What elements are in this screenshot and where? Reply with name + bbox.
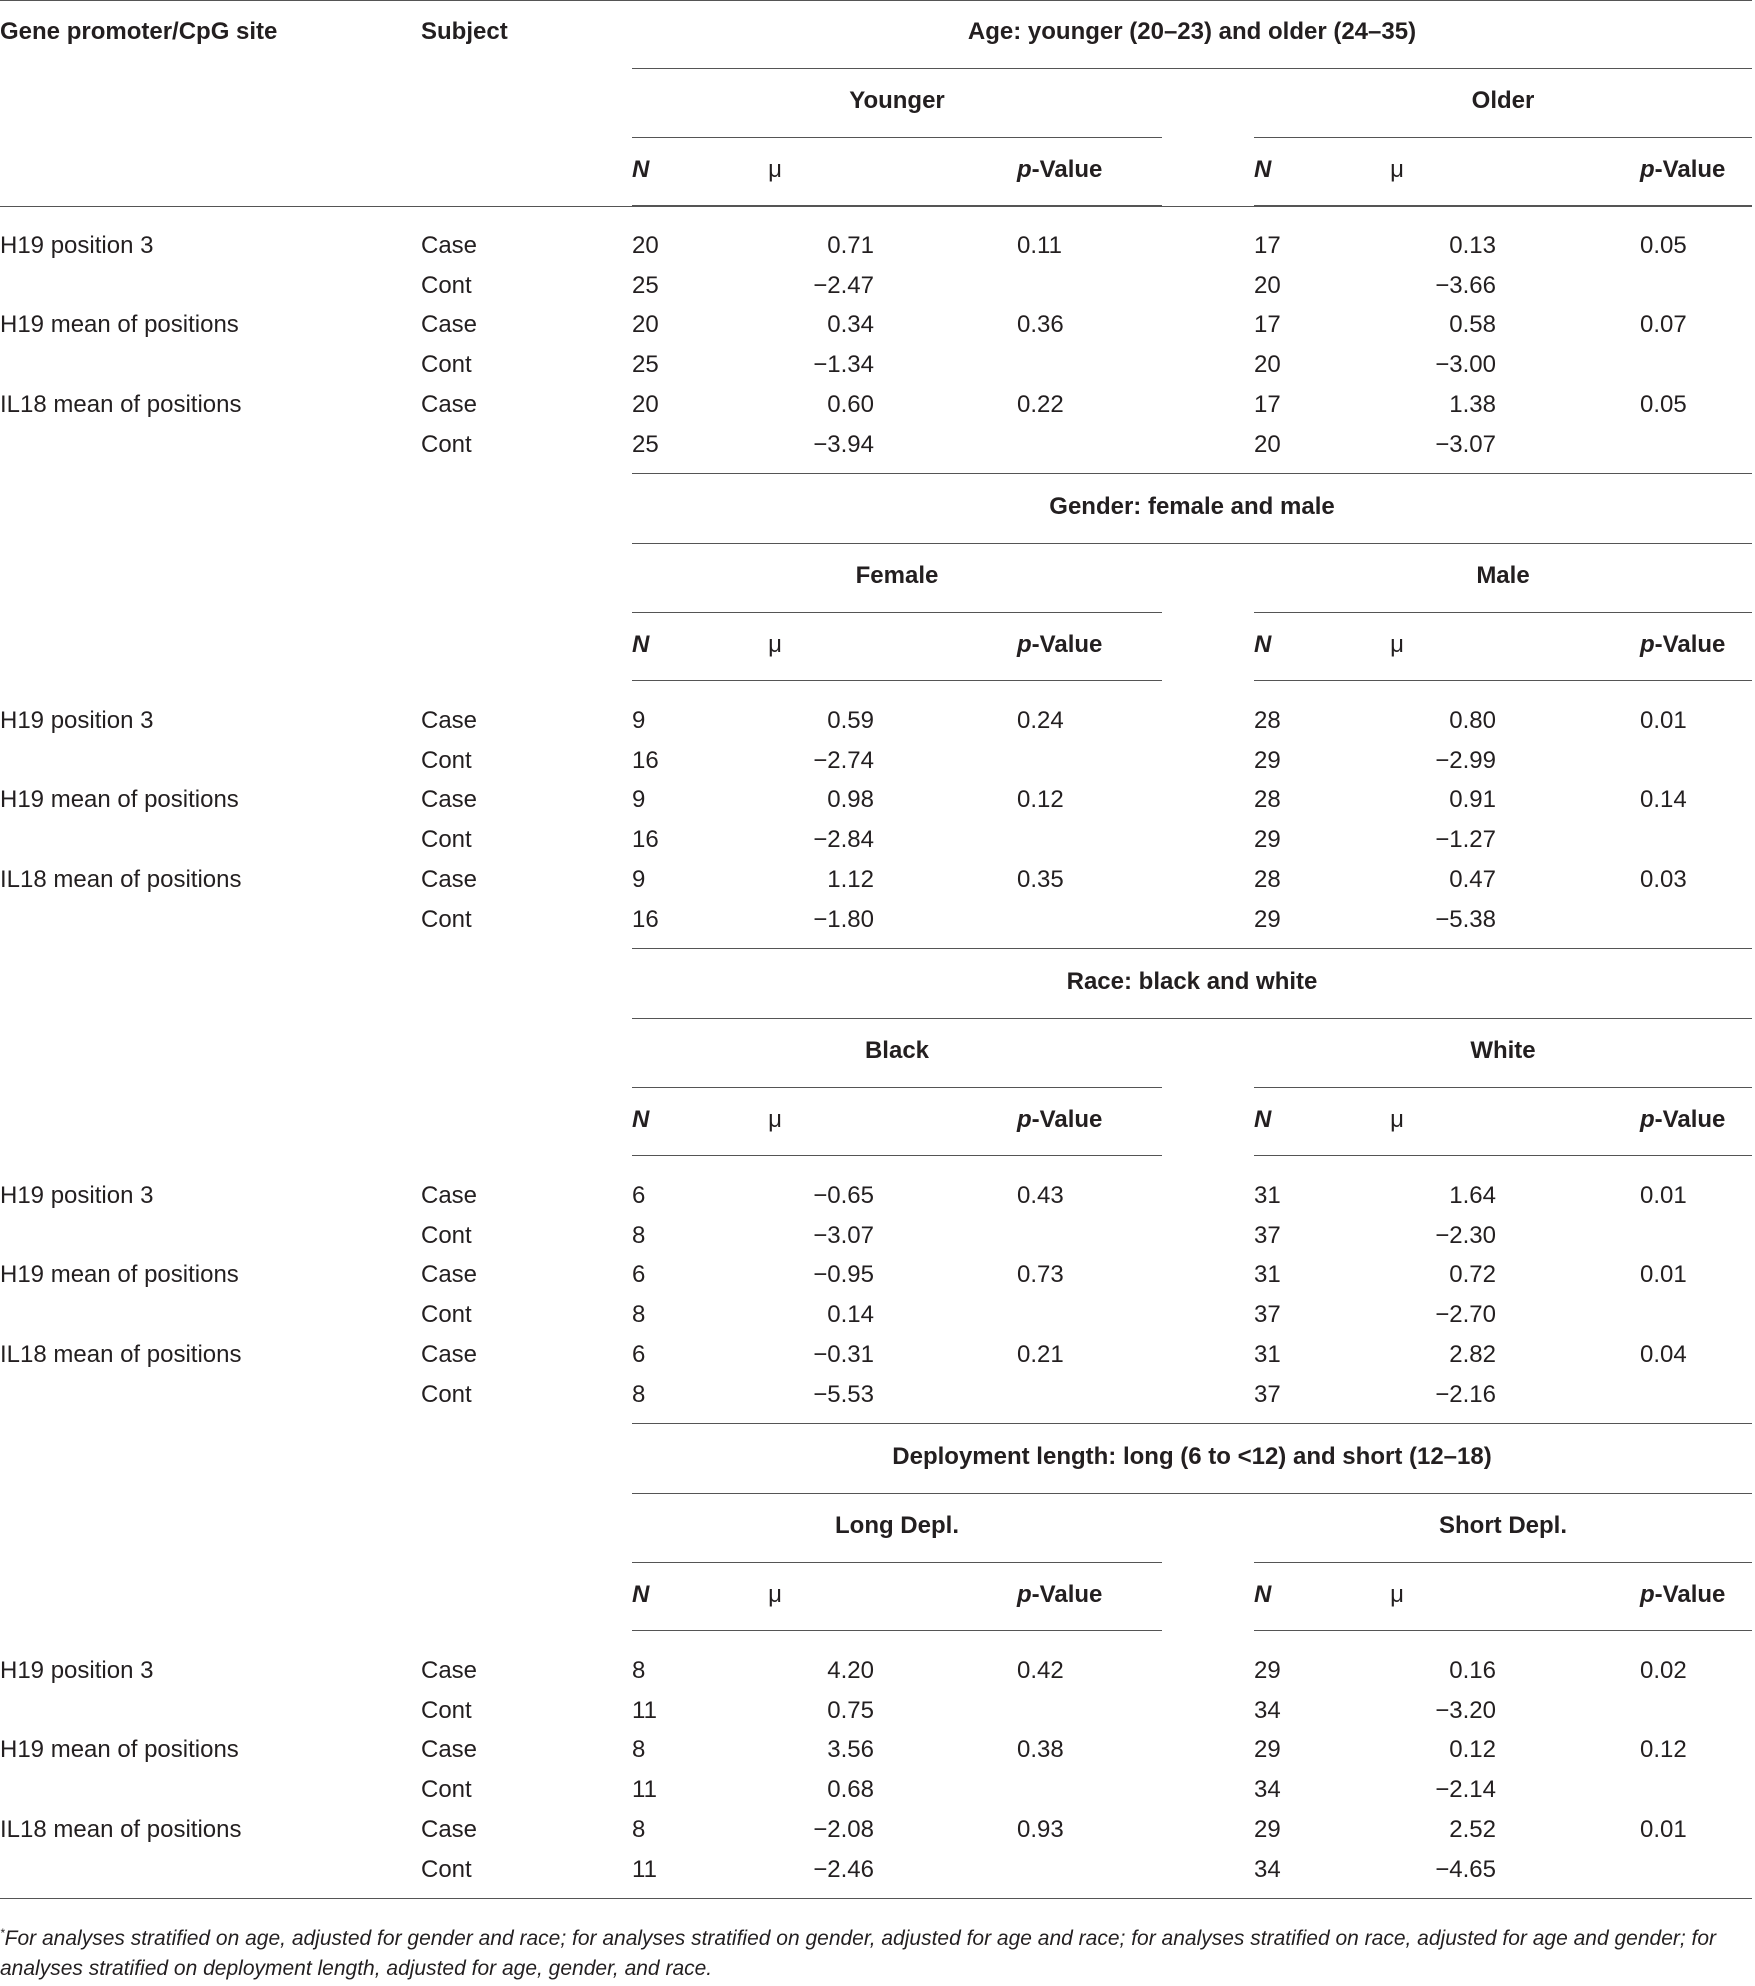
row-subject: Case — [421, 1182, 478, 1209]
p-value-header — [1017, 1100, 1102, 1140]
cell-n: 8 — [632, 1380, 646, 1408]
cell-mu: −3.66 — [1435, 271, 1496, 299]
section-title: Gender: female and male — [1049, 493, 1335, 520]
cell-n: 25 — [632, 430, 659, 458]
cell-n: 20 — [632, 311, 659, 339]
left-group-rule — [632, 1562, 1162, 1563]
left-group-rule — [632, 612, 1162, 613]
left-subheader-rule — [632, 680, 1162, 681]
row-gene-label: IL18 mean of positions — [0, 1340, 242, 1368]
cell-n: 17 — [1254, 232, 1281, 259]
cell-mu: 0.14 — [827, 1301, 874, 1329]
cell-p-value: 0.01 — [1640, 1182, 1687, 1209]
row-subject: Cont — [421, 1380, 472, 1408]
cell-mu: 0.75 — [827, 1696, 874, 1724]
cell-p-value: 0.03 — [1640, 865, 1687, 893]
cell-n: 25 — [632, 271, 659, 299]
cell-n: 37 — [1254, 1221, 1281, 1249]
row-subject: Cont — [421, 271, 472, 299]
section-title-rule — [632, 1018, 1752, 1019]
cell-p-value: 0.01 — [1640, 707, 1687, 734]
row-subject: Case — [421, 1340, 478, 1368]
row-gene-label: H19 mean of positions — [0, 1736, 239, 1764]
n-header: N — [1254, 1581, 1272, 1608]
p-value-header-p: p — [1640, 631, 1655, 658]
cell-n: 34 — [1254, 1776, 1281, 1804]
cell-mu: −2.14 — [1435, 1776, 1496, 1804]
n-header: N — [632, 1581, 650, 1608]
section-title-rule — [632, 68, 1752, 69]
cell-mu: −1.27 — [1435, 826, 1496, 854]
right-group-rule — [1254, 1087, 1752, 1088]
n-header: N — [1254, 156, 1272, 183]
right-group-rule — [1254, 1562, 1752, 1563]
cell-n: 31 — [1254, 1340, 1281, 1368]
row-gene-label: IL18 mean of positions — [0, 390, 242, 418]
row-subject: Cont — [421, 905, 472, 933]
row-subject: Case — [421, 390, 478, 418]
section-top-rule — [632, 473, 1752, 474]
cell-n: 9 — [632, 786, 646, 814]
cell-n: 29 — [1254, 826, 1281, 854]
p-value-header-suffix: -Value — [1654, 1581, 1726, 1608]
cell-mu: −3.07 — [813, 1221, 874, 1249]
row-subject: Cont — [421, 746, 472, 774]
cell-mu: 0.34 — [827, 311, 874, 339]
cell-p-value: 0.42 — [1017, 1657, 1064, 1684]
cell-n: 6 — [632, 1261, 646, 1289]
cell-n: 28 — [1254, 865, 1281, 893]
p-value-header-suffix: -Value — [1031, 1106, 1103, 1133]
cell-n: 20 — [1254, 271, 1281, 299]
cell-p-value: 0.36 — [1017, 311, 1064, 339]
row-subject: Cont — [421, 351, 472, 379]
row-subject: Cont — [421, 1221, 472, 1249]
row-subject: Cont — [421, 430, 472, 458]
cell-p-value: 0.12 — [1017, 786, 1064, 814]
cell-mu: −2.70 — [1435, 1301, 1496, 1329]
n-header: N — [632, 156, 650, 183]
row-subject: Cont — [421, 826, 472, 854]
cell-n: 6 — [632, 1340, 646, 1368]
row-subject: Cont — [421, 1301, 472, 1329]
cell-p-value: 0.43 — [1017, 1182, 1064, 1209]
section-title: Age: younger (20–23) and older (24–35) — [967, 18, 1417, 45]
cell-n: 9 — [632, 707, 646, 734]
cell-n: 29 — [1254, 905, 1281, 933]
cell-n: 17 — [1254, 390, 1281, 418]
cell-mu: 0.12 — [1449, 1736, 1496, 1764]
cell-mu: 3.56 — [827, 1736, 874, 1764]
cell-mu: 1.64 — [1449, 1182, 1496, 1209]
row-gene-label: H19 mean of positions — [0, 1261, 239, 1289]
table-footnote — [0, 1918, 1755, 1984]
section-title: Deployment length: long (6 to <12) and short (12–18) — [892, 1443, 1492, 1470]
p-value-header-suffix: -Value — [1031, 156, 1103, 183]
cell-mu: 2.82 — [1449, 1340, 1496, 1368]
p-value-header-suffix: -Value — [1031, 631, 1103, 658]
cell-n: 17 — [1254, 311, 1281, 339]
p-value-header-p: p — [1640, 1581, 1655, 1608]
cell-n: 6 — [632, 1182, 646, 1209]
cell-n: 28 — [1254, 786, 1281, 814]
mu-header: μ — [1390, 1581, 1404, 1608]
mu-header: μ — [1390, 1106, 1404, 1133]
cell-mu: −0.31 — [813, 1340, 874, 1368]
cell-p-value: 0.38 — [1017, 1736, 1064, 1764]
cell-n: 29 — [1254, 746, 1281, 774]
mu-header: μ — [1390, 156, 1404, 183]
row-subject: Case — [421, 1815, 478, 1843]
section-title: Race: black and white — [1066, 968, 1318, 995]
cell-n: 8 — [632, 1221, 646, 1249]
cell-p-value: 0.05 — [1640, 390, 1687, 418]
cell-mu: −3.07 — [1435, 430, 1496, 458]
right-subheader-rule — [1254, 1630, 1752, 1631]
p-value-header — [1017, 1575, 1102, 1615]
p-value-header — [1640, 150, 1725, 190]
left-group-label: Long Depl. — [835, 1512, 959, 1539]
row-subject: Case — [421, 1736, 478, 1764]
left-group-label: Black — [864, 1037, 930, 1064]
row-subject: Case — [421, 232, 478, 259]
cell-n: 9 — [632, 865, 646, 893]
cell-mu: 0.58 — [1449, 311, 1496, 339]
header-bottom-rule — [0, 206, 1752, 207]
left-group-rule — [632, 137, 1162, 138]
row-subject: Case — [421, 1657, 478, 1684]
cell-n: 29 — [1254, 1736, 1281, 1764]
row-subject: Cont — [421, 1696, 472, 1724]
section-top-rule — [632, 948, 1752, 949]
cell-mu: 0.16 — [1449, 1657, 1496, 1684]
right-group-label: Male — [1476, 562, 1530, 589]
row-gene-label: H19 mean of positions — [0, 786, 239, 814]
cell-mu: −2.47 — [813, 271, 874, 299]
cell-n: 28 — [1254, 707, 1281, 734]
cell-mu: −2.46 — [813, 1855, 874, 1883]
p-value-header-p: p — [1640, 156, 1655, 183]
p-value-header-p: p — [1017, 1581, 1032, 1608]
cell-p-value: 0.11 — [1017, 232, 1062, 259]
cell-n: 16 — [632, 746, 659, 774]
row-subject: Case — [421, 1261, 478, 1289]
p-value-header-p: p — [1017, 156, 1032, 183]
cell-n: 8 — [632, 1815, 646, 1843]
cell-p-value: 0.05 — [1640, 232, 1687, 259]
right-group-label: Older — [1471, 87, 1535, 114]
cell-p-value: 0.12 — [1640, 1736, 1687, 1764]
row-gene-label: H19 position 3 — [0, 232, 154, 259]
right-group-rule — [1254, 612, 1752, 613]
n-header: N — [1254, 1106, 1272, 1133]
cell-n: 31 — [1254, 1182, 1281, 1209]
cell-mu: 2.52 — [1449, 1815, 1496, 1843]
cell-mu: −2.16 — [1435, 1380, 1496, 1408]
cell-mu: −3.00 — [1435, 351, 1496, 379]
mu-header: μ — [768, 631, 782, 658]
footnote-text: For analyses stratified on age, adjusted for gender and race; for analyses stratified on gender, adjusted for age and race; for analyses stratified on race, adjusted for age and gender; for analyses stratified on deployment length, adjusted for age, gender, and race. — [0, 1927, 1717, 1980]
row-gene-label: H19 mean of positions — [0, 311, 239, 339]
cell-mu: −0.95 — [813, 1261, 874, 1289]
cell-mu: −0.65 — [813, 1182, 874, 1209]
left-subheader-rule — [632, 1155, 1162, 1156]
right-subheader-rule — [1254, 680, 1752, 681]
left-group-rule — [632, 1087, 1162, 1088]
cell-mu: −3.20 — [1435, 1696, 1496, 1724]
cell-mu: 0.71 — [827, 232, 874, 259]
cell-n: 11 — [632, 1776, 657, 1804]
mu-header: μ — [1390, 631, 1404, 658]
cell-mu: −5.53 — [813, 1380, 874, 1408]
cell-n: 34 — [1254, 1696, 1281, 1724]
mu-header: μ — [768, 156, 782, 183]
p-value-header-p: p — [1017, 1106, 1032, 1133]
cell-n: 31 — [1254, 1261, 1281, 1289]
cell-n: 20 — [1254, 351, 1281, 379]
cell-n: 29 — [1254, 1815, 1281, 1843]
right-subheader-rule — [1254, 205, 1752, 206]
p-value-header-p: p — [1017, 631, 1032, 658]
cell-p-value: 0.73 — [1017, 1261, 1064, 1289]
cell-n: 16 — [632, 905, 659, 933]
cell-mu: −4.65 — [1435, 1855, 1496, 1883]
cell-mu: −2.99 — [1435, 746, 1496, 774]
right-group-label: White — [1470, 1037, 1536, 1064]
left-group-label: Younger — [849, 87, 945, 114]
cell-p-value: 0.35 — [1017, 865, 1064, 893]
p-value-header-suffix: -Value — [1654, 156, 1726, 183]
cell-p-value: 0.22 — [1017, 390, 1064, 418]
row-subject: Case — [421, 707, 478, 734]
p-value-header-suffix: -Value — [1031, 1581, 1103, 1608]
p-value-header-p: p — [1640, 1106, 1655, 1133]
section-title-rule — [632, 1493, 1752, 1494]
right-group-label: Short Depl. — [1438, 1512, 1567, 1539]
p-value-header-suffix: -Value — [1654, 631, 1726, 658]
row-gene-label: H19 position 3 — [0, 1182, 154, 1209]
cell-p-value: 0.01 — [1640, 1261, 1687, 1289]
row-gene-label: IL18 mean of positions — [0, 865, 242, 893]
cell-mu: 0.47 — [1449, 865, 1496, 893]
cell-p-value: 0.01 — [1640, 1815, 1687, 1843]
cell-p-value: 0.93 — [1017, 1815, 1064, 1843]
section-title-rule — [632, 543, 1752, 544]
cell-p-value: 0.21 — [1017, 1340, 1064, 1368]
cell-n: 25 — [632, 351, 659, 379]
cell-mu: −1.80 — [813, 905, 874, 933]
header-subject-column: Subject — [421, 18, 508, 45]
row-subject: Case — [421, 865, 478, 893]
cell-n: 37 — [1254, 1301, 1281, 1329]
n-header: N — [1254, 631, 1272, 658]
cell-n: 29 — [1254, 1657, 1281, 1684]
cell-n: 8 — [632, 1657, 646, 1684]
cell-n: 11 — [632, 1855, 657, 1883]
cell-n: 16 — [632, 826, 659, 854]
cell-n: 20 — [632, 390, 659, 418]
p-value-header — [1640, 1100, 1725, 1140]
cell-mu: 1.38 — [1449, 390, 1496, 418]
cell-mu: 0.91 — [1449, 786, 1496, 814]
header-gene-column: Gene promoter/CpG site — [0, 18, 278, 45]
row-gene-label: H19 position 3 — [0, 707, 154, 734]
n-header: N — [632, 1106, 650, 1133]
mu-header: μ — [768, 1581, 782, 1608]
cell-mu: 1.12 — [827, 865, 874, 893]
row-subject: Case — [421, 786, 478, 814]
cell-n: 20 — [632, 232, 659, 259]
left-subheader-rule — [632, 1630, 1162, 1631]
cell-mu: −2.30 — [1435, 1221, 1496, 1249]
p-value-header — [1017, 625, 1102, 665]
left-subheader-rule — [632, 205, 1162, 206]
cell-n: 20 — [1254, 430, 1281, 458]
cell-p-value: 0.04 — [1640, 1340, 1687, 1368]
footnote-marker: * — [0, 1926, 5, 1940]
section-top-rule — [632, 1423, 1752, 1424]
cell-p-value: 0.07 — [1640, 311, 1687, 339]
row-gene-label: H19 position 3 — [0, 1657, 154, 1684]
p-value-header — [1640, 1575, 1725, 1615]
cell-mu: −3.94 — [813, 430, 874, 458]
cell-n: 34 — [1254, 1855, 1281, 1883]
cell-n: 8 — [632, 1736, 646, 1764]
cell-p-value: 0.02 — [1640, 1657, 1687, 1684]
cell-mu: 0.60 — [827, 390, 874, 418]
cell-mu: −2.08 — [813, 1815, 874, 1843]
mu-header: μ — [768, 1106, 782, 1133]
cell-mu: 0.72 — [1449, 1261, 1496, 1289]
cell-mu: 0.59 — [827, 707, 874, 734]
p-value-header — [1640, 625, 1725, 665]
cell-p-value: 0.14 — [1640, 786, 1687, 814]
p-value-header — [1017, 150, 1102, 190]
cell-mu: −2.74 — [813, 746, 874, 774]
right-subheader-rule — [1254, 1155, 1752, 1156]
row-subject: Cont — [421, 1776, 472, 1804]
cell-mu: −1.34 — [813, 351, 874, 379]
cell-p-value: 0.24 — [1017, 707, 1064, 734]
left-group-label: Female — [855, 562, 939, 589]
cell-mu: −2.84 — [813, 826, 874, 854]
row-subject: Case — [421, 311, 478, 339]
n-header: N — [632, 631, 650, 658]
p-value-header-suffix: -Value — [1654, 1106, 1726, 1133]
cell-mu: 0.13 — [1449, 232, 1496, 259]
row-subject: Cont — [421, 1855, 472, 1883]
cell-mu: 0.80 — [1449, 707, 1496, 734]
cell-n: 37 — [1254, 1380, 1281, 1408]
row-gene-label: IL18 mean of positions — [0, 1815, 242, 1843]
table-bottom-rule — [0, 1898, 1752, 1899]
cell-n: 8 — [632, 1301, 646, 1329]
cell-mu: 4.20 — [827, 1657, 874, 1684]
cell-mu: −5.38 — [1435, 905, 1496, 933]
table-top-rule — [0, 0, 1752, 1]
cell-mu: 0.68 — [827, 1776, 874, 1804]
cell-mu: 0.98 — [827, 786, 874, 814]
cell-n: 11 — [632, 1696, 657, 1724]
right-group-rule — [1254, 137, 1752, 138]
